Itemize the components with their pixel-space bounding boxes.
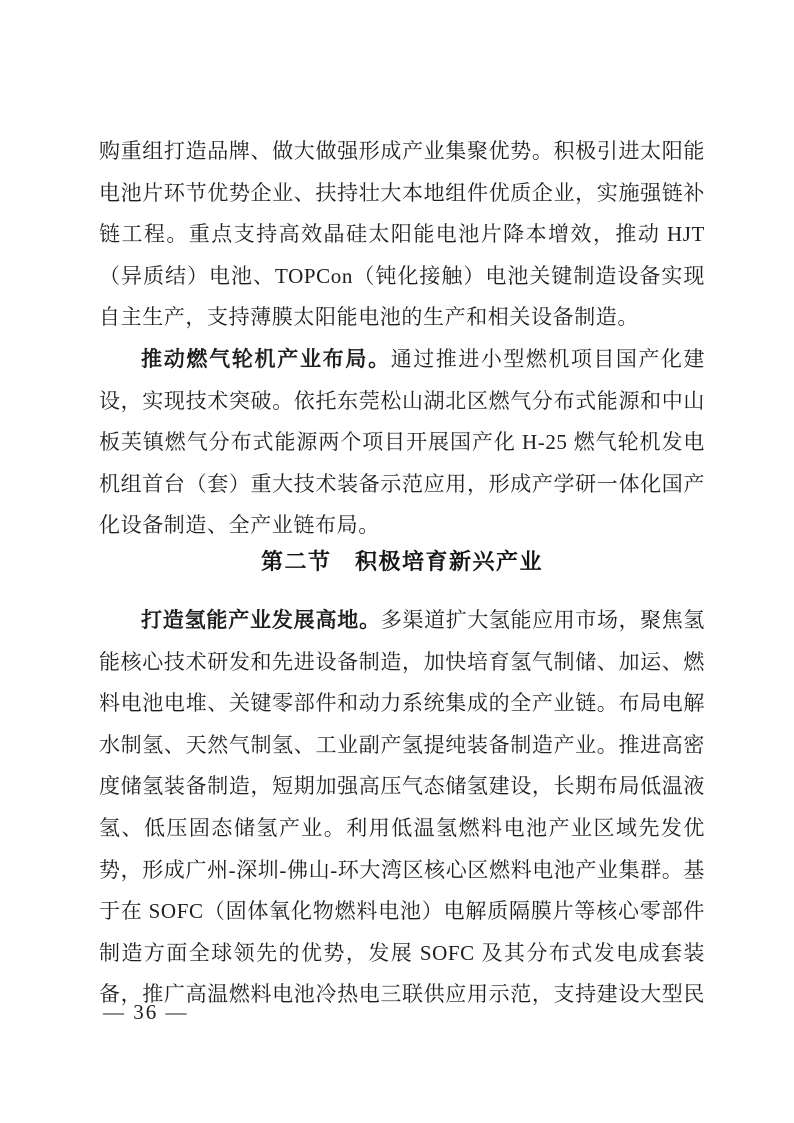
page-number-label: — 36 — xyxy=(103,1000,189,1024)
paragraph-text: 购重组打造品牌、做大做强形成产业集聚优势。积极引进太阳能电池片环节优势企业、扶持壮大本地组件优质企业，实施强链补链工程。重点支持高效晶硅太阳能电池片降本增效，推动 HJT（异质结）电池、TOPCon（钝化接触）电池关键制造设备实现自主生产，支持薄膜太阳能电池的生产和相关设备制造。 xyxy=(99,139,705,330)
paragraph-lead: 推动燃气轮机产业布局。 xyxy=(141,346,391,371)
paragraph-lead: 打造氢能产业发展高地。 xyxy=(141,607,381,632)
paragraph-hydrogen xyxy=(99,600,705,1016)
page-content xyxy=(99,131,705,1016)
paragraph-text: 通过推进小型燃机项目国产化建设，实现技术突破。依托东莞松山湖北区燃气分布式能源和中山板芙镇燃气分布式能源两个项目开展国产化 H-25 燃气轮机发电机组首台（套）重大技术装备示范应用，形成产学研一体化国产化设备制造、全产业链布局。 xyxy=(99,346,705,538)
paragraph-text: 多渠道扩大氢能应用市场，聚焦氢能核心技术研发和先进设备制造，加快培育氢气制储、加运、燃料电池电堆、关键零部件和动力系统集成的全产业链。布局电解水制氢、天然气制氢、工业副产氢提纯装备制造产业。推进高密度储氢装备制造，短期加强高压气态储氢建设，长期布局低温液氢、低压固态储氢产业。利用低温氢燃料电池产业区域先发优势，形成广州-深圳-佛山-环大湾区核心区燃料电池产业集群。基于在 SOFC（固体氧化物燃料电池）电解质隔膜片等核心零部件制造方面全球领先的优势，发展 SOFC 及其分布式发电成套装备，推广高温燃料电池冷热电三联供应用示范，支持建设大型民 xyxy=(99,607,705,1007)
page-number-footer xyxy=(103,1000,189,1025)
paragraph-gas-turbine xyxy=(99,339,705,547)
paragraph-solar-continuation xyxy=(99,131,705,339)
section-heading: 第二节 积极培育新兴产业 xyxy=(260,548,543,574)
